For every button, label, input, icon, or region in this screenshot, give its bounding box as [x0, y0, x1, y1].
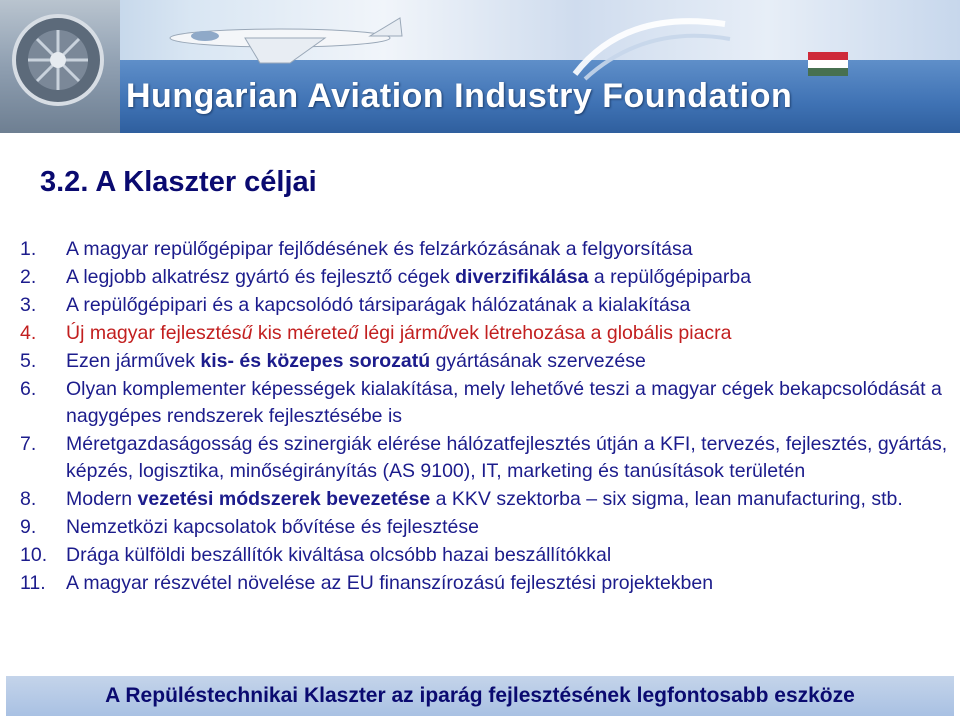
list-item	[20, 264, 950, 291]
list-item-text: a repülőgépiparba	[588, 266, 752, 288]
list-item	[20, 292, 950, 319]
list-item-number: 2.	[20, 266, 37, 288]
banner-title: Hungarian Aviation Industry Foundation	[126, 77, 793, 115]
list-item-text: ű	[241, 322, 253, 344]
list-item-emphasis: kis- és közepes sorozatú	[200, 350, 431, 372]
list-item-number: 8.	[20, 488, 37, 510]
list-item-text: kis mérete	[252, 322, 348, 344]
list-item-number: 10.	[20, 544, 48, 566]
list-item	[20, 376, 950, 430]
list-item-emphasis: diverzifikálása	[455, 266, 589, 288]
list-item	[20, 570, 950, 597]
list-item-number: 4.	[20, 322, 37, 344]
header-banner	[0, 0, 960, 133]
list-item-text: ű	[437, 322, 449, 344]
list-item-text: Drága külföldi beszállítók kiváltása olcsóbb hazai beszállítókkal	[66, 544, 612, 566]
list-item-text: Modern	[66, 488, 138, 510]
list-item-number: 11.	[20, 572, 46, 594]
list-item-text: légi járm	[358, 322, 438, 344]
footer-text: A Repüléstechnikai Klaszter az iparág fejlesztésének legfontosabb eszköze	[105, 684, 855, 707]
list-item-text: vek létrehozása a globális piacra	[448, 322, 732, 344]
footer-bar	[6, 676, 954, 716]
list-item	[20, 431, 950, 485]
list-item-text: A repülőgépipari és a kapcsolódó társiparágak hálózatának a kialakítása	[66, 294, 691, 316]
list-item	[20, 542, 950, 569]
list-item	[20, 486, 950, 513]
list-item	[20, 320, 950, 347]
list-item-text: gyártásának szervezése	[430, 350, 646, 372]
list-item-text: Ezen járművek	[66, 350, 201, 372]
list-item-text: a KKV szektorba – six sigma, lean manufacturing, stb.	[430, 488, 903, 510]
list-item-text: A magyar részvétel növelése az EU finanszírozású fejlesztési projektekben	[66, 572, 714, 594]
list-item-number: 6.	[20, 378, 37, 400]
jet-engine-icon	[8, 10, 108, 110]
list-item-emphasis: vezetési módszerek bevezetése	[137, 488, 431, 510]
goals-list	[20, 236, 950, 598]
engine-photo	[0, 0, 120, 133]
list-item-number: 7.	[20, 433, 37, 455]
list-item-text: Olyan komplementer képességek kialakítása, mely lehetővé teszi a magyar cégek bekapcsolódását a nagygépes rendszerek fejlesztésébe is	[66, 378, 942, 427]
aircraft-icon	[150, 8, 410, 68]
list-item-text: Méretgazdaságosság és szinergiák elérése hálózatfejlesztés útján a KFI, tervezés, fejlesztés, gyártás, képzés, logisztika, minőségirányítás (AS 9100), IT, marketing és tanúsítások területén	[66, 433, 948, 482]
list-item-text: Nemzetközi kapcsolatok bővítése és fejlesztése	[66, 516, 479, 538]
list-item	[20, 236, 950, 263]
list-item-text: A magyar repülőgépipar fejlődésének és felzárkózásának a felgyorsítása	[66, 238, 693, 260]
banner-photo-strip	[0, 0, 960, 60]
list-item-number: 5.	[20, 350, 37, 372]
list-item-number: 9.	[20, 516, 37, 538]
list-item-text: ű	[347, 322, 359, 344]
list-item-number: 1.	[20, 238, 37, 260]
slide-title: 3.2. A Klaszter céljai	[40, 166, 317, 198]
list-item-number: 3.	[20, 294, 37, 316]
list-item	[20, 514, 950, 541]
list-item-text: A legjobb alkatrész gyártó és fejlesztő cégek	[66, 266, 456, 288]
list-item	[20, 348, 950, 375]
list-item-text: Új magyar fejlesztés	[66, 322, 242, 344]
